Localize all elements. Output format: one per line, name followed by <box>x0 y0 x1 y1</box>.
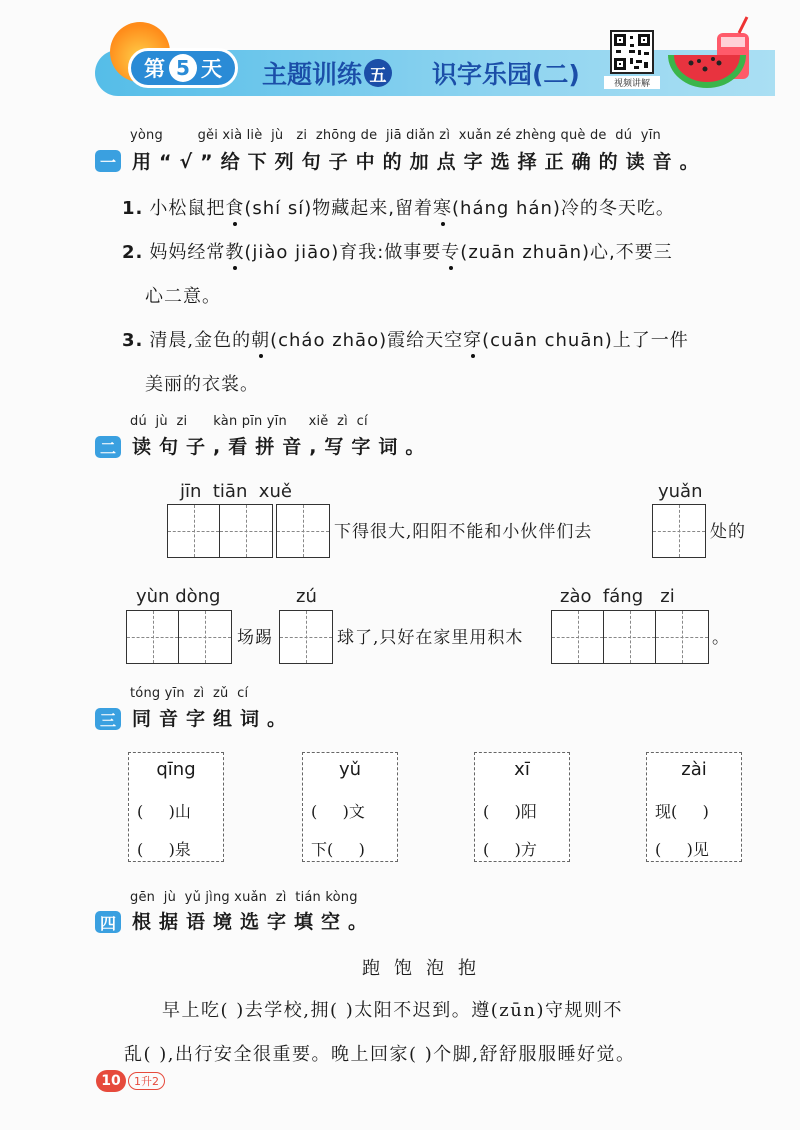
homophone-box-qing[interactable] <box>128 752 224 862</box>
homophone-pinyin: yǔ <box>338 759 362 780</box>
theme-label <box>262 55 392 91</box>
grid-cell[interactable] <box>277 505 329 557</box>
grid-pinyin-1: jīn tiān xuě <box>180 481 292 502</box>
grid-pinyin-3: yùn dòng <box>136 586 221 607</box>
question-3-cont: 美丽的衣裳。 <box>145 374 259 395</box>
section2-badge: 二 <box>95 436 121 458</box>
watermelon-drink-icon <box>665 15 765 95</box>
section4-pinyin: gēn jù yǔ jìng xuǎn zì tián kòng <box>130 890 358 905</box>
homophone-pinyin: qīng <box>156 759 196 780</box>
sentence-part-1: 下得很大,阳阳不能和小伙伴们去 <box>334 522 593 542</box>
writing-grid-6[interactable] <box>551 610 709 664</box>
question-text: 妈妈经常 <box>149 242 226 263</box>
dotted-char: 朝 <box>251 330 271 351</box>
grid-cell[interactable] <box>220 505 272 557</box>
theme-text: 主题训练 <box>262 60 363 89</box>
grid-pinyin-5: zào fáng zi <box>560 586 675 607</box>
grid-cell[interactable] <box>127 611 179 663</box>
fill-paragraph-line-1[interactable]: 早上吃( )去学校,拥( )太阳不迟到。遵(zūn)守规则不 <box>162 1000 623 1021</box>
homophone-box-zai[interactable] <box>646 752 742 862</box>
question-1 <box>122 194 675 220</box>
section4-badge: 四 <box>95 911 121 933</box>
page-title: 识字乐园(二) <box>432 60 580 89</box>
grid-cell[interactable] <box>280 611 332 663</box>
sentence-part-3: 场踢 <box>237 628 273 648</box>
question-number: 2. <box>122 242 144 263</box>
homophone-pinyin: xī <box>514 759 530 780</box>
dotted-char: 穿 <box>463 330 483 351</box>
question-text: 小松鼠把 <box>149 198 226 219</box>
grid-cell[interactable] <box>653 505 705 557</box>
question-number: 3. <box>122 330 144 351</box>
pinyin-options[interactable]: (shí sí)物藏起来,留着 <box>244 198 434 219</box>
section3-pinyin: tóng yīn zì zǔ cí <box>130 686 249 701</box>
writing-grid-4[interactable] <box>126 610 232 664</box>
homophone-word[interactable]: 现( ) <box>655 802 709 821</box>
sentence-end: 。 <box>712 628 730 648</box>
word-choices: 跑饱泡抱 <box>362 958 490 979</box>
pinyin-options[interactable]: (háng hán)冷的冬天吃。 <box>452 198 675 219</box>
question-2 <box>122 238 673 264</box>
section3-badge: 三 <box>95 708 121 730</box>
dotted-char: 食 <box>225 198 245 219</box>
dotted-char: 专 <box>441 242 461 263</box>
homophone-box-yu[interactable] <box>302 752 398 862</box>
section1-title: 用“√”给下列句子中的加点字选择正确的读音。 <box>132 151 707 173</box>
writing-grid-2[interactable] <box>276 504 330 558</box>
grade-badge: 1升2 <box>128 1072 165 1090</box>
fill-paragraph-line-2[interactable]: 乱( ),出行安全很重要。晚上回家( )个脚,舒舒服服睡好觉。 <box>124 1044 636 1065</box>
section3-title: 同音字组词。 <box>132 708 295 730</box>
theme-number: 五 <box>364 59 392 87</box>
grid-pinyin-2: yuǎn <box>658 481 703 502</box>
section1-badge: 一 <box>95 150 121 172</box>
section2-pinyin: dú jù zi kàn pīn yīn xiě zì cí <box>130 414 368 429</box>
qr-code-icon[interactable] <box>610 30 654 74</box>
homophone-word[interactable]: ( )见 <box>655 840 709 859</box>
homophone-word[interactable]: ( )方 <box>483 840 537 859</box>
day-number: 5 <box>169 54 197 82</box>
question-number: 1. <box>122 198 144 219</box>
homophone-word[interactable]: ( )山 <box>137 802 191 821</box>
pinyin-options[interactable]: (cuān chuān)上了一件 <box>482 330 689 351</box>
grid-cell[interactable] <box>552 611 604 663</box>
dotted-char: 教 <box>225 242 245 263</box>
section4-title: 根据语境选字填空。 <box>132 911 376 933</box>
homophone-word[interactable]: ( )阳 <box>483 802 537 821</box>
grid-cell[interactable] <box>656 611 708 663</box>
question-3 <box>122 326 689 352</box>
homophone-word[interactable]: 下( ) <box>311 840 365 859</box>
pinyin-options[interactable]: (jiào jiāo)育我:做事要 <box>244 242 442 263</box>
pinyin-options[interactable]: (zuān zhuān)心,不要三 <box>460 242 673 263</box>
writing-grid-3[interactable] <box>652 504 706 558</box>
grid-cell[interactable] <box>168 505 220 557</box>
day-badge <box>128 48 238 88</box>
day-suffix: 天 <box>201 57 222 81</box>
writing-grid-1[interactable] <box>167 504 273 558</box>
grid-cell[interactable] <box>604 611 656 663</box>
page-number: 10 <box>96 1070 126 1092</box>
grid-pinyin-4: zú <box>296 586 317 607</box>
qr-label: 视频讲解 <box>604 76 660 89</box>
homophone-pinyin: zài <box>681 759 707 780</box>
sentence-part-4: 球了,只好在家里用积木 <box>337 628 524 648</box>
sentence-part-2: 处的 <box>710 522 746 542</box>
grid-cell[interactable] <box>179 611 231 663</box>
day-prefix: 第 <box>144 57 165 81</box>
writing-grid-5[interactable] <box>279 610 333 664</box>
homophone-box-xi[interactable] <box>474 752 570 862</box>
question-text: 清晨,金色的 <box>149 330 252 351</box>
section1-pinyin: yòng gěi xià liè jù zi zhōng de jiā diǎn zì xuǎn zé zhèng què de dú yīn <box>130 128 661 143</box>
homophone-word[interactable]: ( )文 <box>311 802 365 821</box>
question-2-cont: 心二意。 <box>145 286 221 307</box>
homophone-word[interactable]: ( )泉 <box>137 840 191 859</box>
dotted-char: 寒 <box>433 198 453 219</box>
section2-title: 读句子,看拼音,写字词。 <box>132 436 433 458</box>
pinyin-options[interactable]: (cháo zhāo)霞给天空 <box>270 330 464 351</box>
